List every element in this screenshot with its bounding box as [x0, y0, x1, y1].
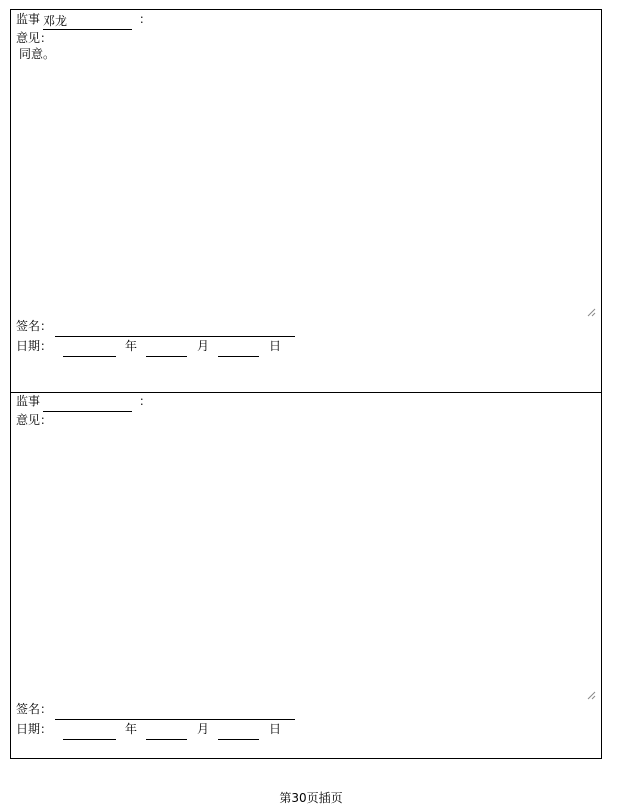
supervisor-label: 监事	[16, 394, 41, 408]
supervisor-name[interactable]: 邓龙	[43, 14, 68, 28]
form-sheet	[10, 9, 602, 759]
month-field[interactable]	[146, 356, 187, 357]
day-label: 日	[269, 339, 282, 353]
month-field[interactable]	[146, 739, 187, 740]
month-label: 月	[197, 722, 210, 736]
signature-line[interactable]	[55, 719, 295, 720]
supervisor-colon: ：	[139, 394, 152, 408]
opinion-textarea[interactable]	[17, 46, 603, 316]
page-footer-note: 第30页插页	[279, 791, 343, 805]
signature-label: 签名：	[16, 319, 53, 333]
supervisor-label: 监事	[16, 12, 41, 26]
day-field[interactable]	[218, 739, 259, 740]
date-label: 日期：	[16, 339, 53, 353]
supervisor-section-2	[11, 393, 601, 758]
opinion-textarea[interactable]	[17, 429, 603, 699]
year-label: 年	[125, 722, 138, 736]
resize-grip-icon[interactable]	[587, 691, 596, 700]
opinion-label: 意见：	[16, 31, 53, 45]
opinion-label: 意见：	[16, 413, 53, 427]
supervisor-name-underline	[43, 411, 132, 412]
signature-label: 签名：	[16, 702, 53, 716]
year-field[interactable]	[63, 356, 116, 357]
date-label: 日期：	[16, 722, 53, 736]
signature-line[interactable]	[55, 336, 295, 337]
supervisor-colon: ：	[139, 12, 152, 26]
year-field[interactable]	[63, 739, 116, 740]
day-field[interactable]	[218, 356, 259, 357]
supervisor-section-1	[11, 10, 601, 392]
resize-grip-icon[interactable]	[587, 308, 596, 317]
day-label: 日	[269, 722, 282, 736]
year-label: 年	[125, 339, 138, 353]
month-label: 月	[197, 339, 210, 353]
supervisor-name-underline	[43, 29, 132, 30]
